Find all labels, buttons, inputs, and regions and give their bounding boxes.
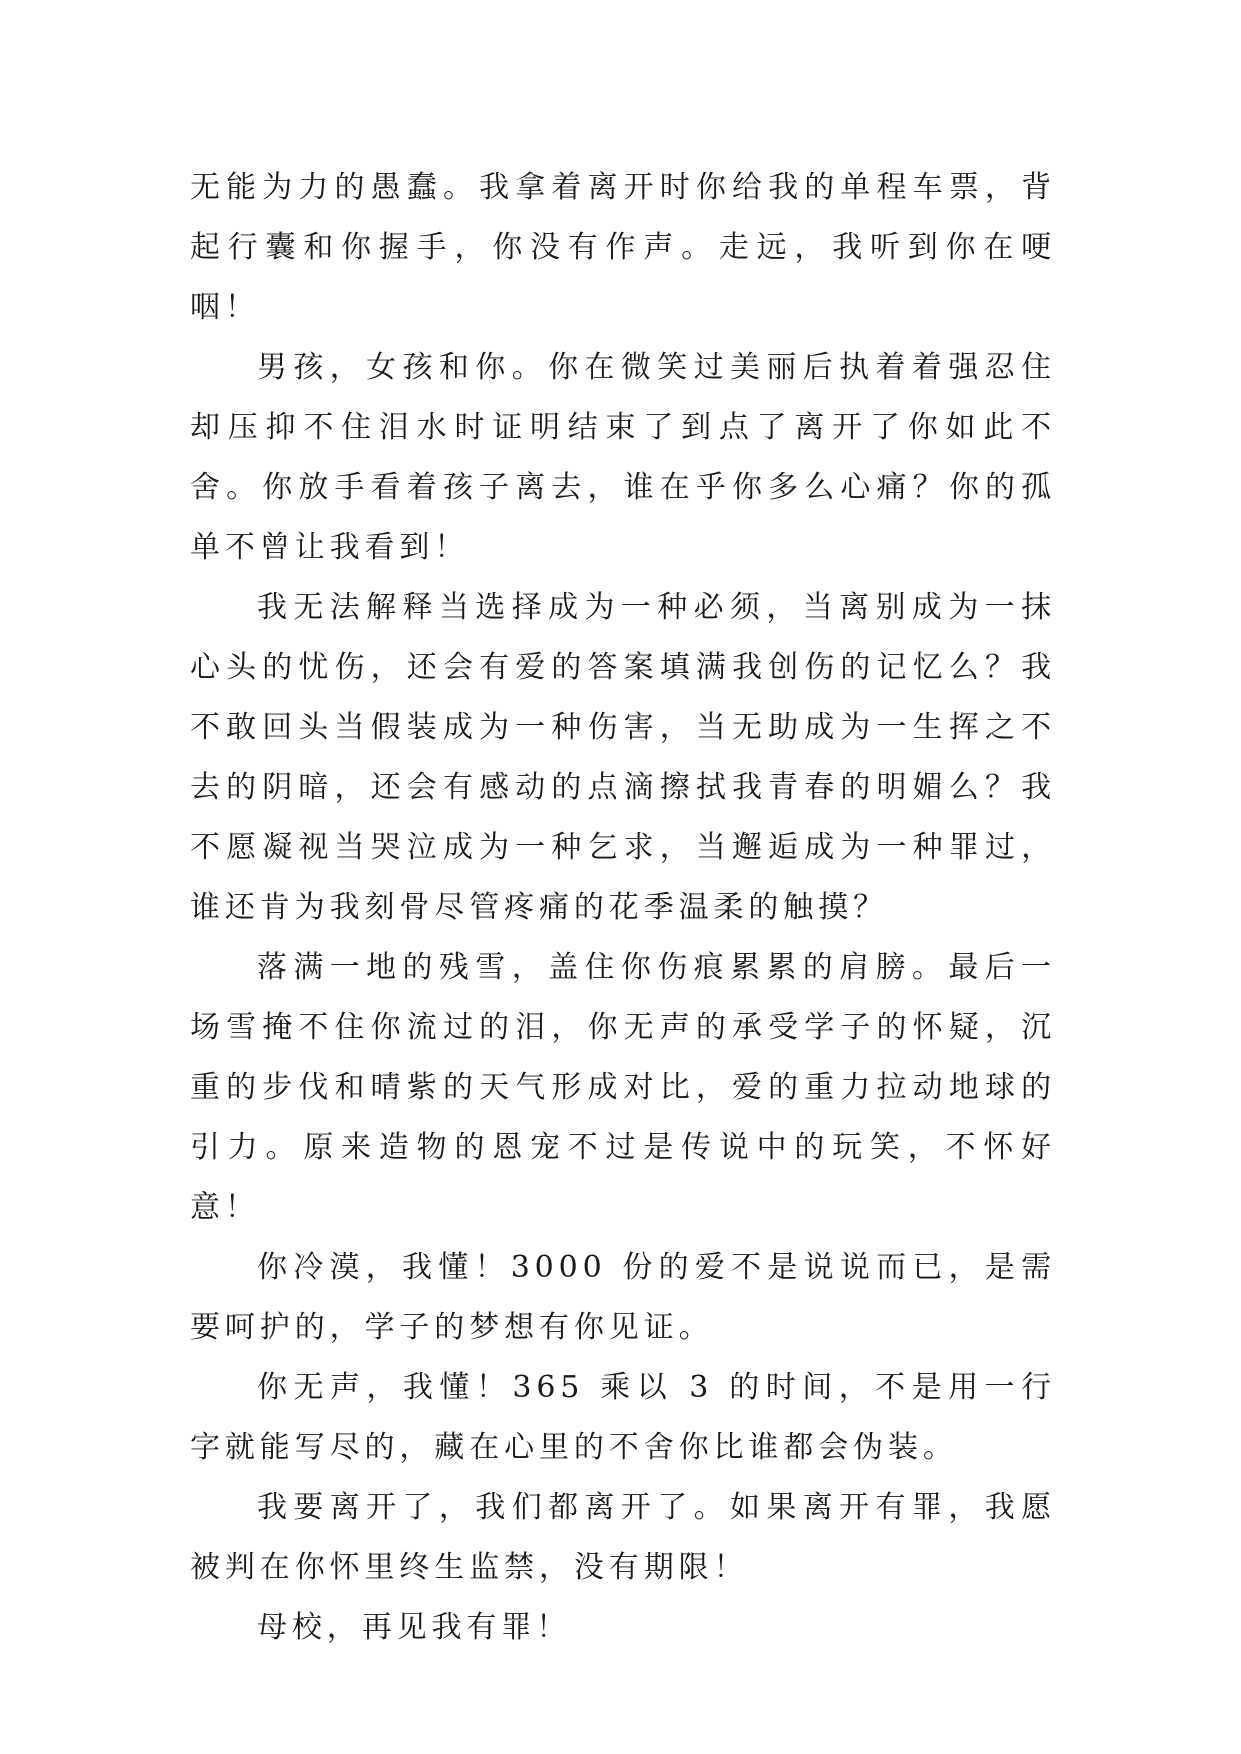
paragraph-5: 你冷漠，我懂！3000 份的爱不是说说而已，是需要呵护的，学子的梦想有你见证。: [190, 1250, 1056, 1345]
document-body: [190, 158, 1056, 1658]
paragraph-6: 你无声，我懂！365 乘以 3 的时间，不是用一行字就能写尽的，藏在心里的不舍你比谁都会伪装。: [190, 1370, 1056, 1465]
paragraph-7: 我要离开了，我们都离开了。如果离开有罪，我愿被判在你怀里终生监禁，没有期限！: [190, 1490, 1056, 1585]
paragraph-3: 我无法解释当选择成为一种必须，当离别成为一抹心头的忧伤，还会有爱的答案填满我创伤的记忆么？我不敢回头当假装成为一种伤害，当无助成为一生挥之不去的阴暗，还会有感动的点滴擦拭我青春的明媚么？我不愿凝视当哭泣成为一种乞求，当邂逅成为一种罪过，谁还肯为我刻骨尽管疼痛的花季温柔的触摸？: [190, 590, 1056, 925]
paragraph-4: 落满一地的残雪，盖住你伤痕累累的肩膀。最后一场雪掩不住你流过的泪，你无声的承受学子的怀疑，沉重的步伐和晴紫的天气形成对比，爱的重力拉动地球的引力。原来造物的恩宠不过是传说中的玩笑，不怀好意！: [190, 950, 1056, 1225]
paragraph-2: 男孩，女孩和你。你在微笑过美丽后执着着强忍住却压抑不住泪水时证明结束了到点了离开了你如此不舍。你放手看着孩子离去，谁在乎你多么心痛？你的孤单不曾让我看到！: [190, 350, 1056, 565]
paragraph-8: 母校，再见我有罪！: [257, 1610, 572, 1645]
paragraph-1: 无能为力的愚蠢。我拿着离开时你给我的单程车票，背起行囊和你握手，你没有作声。走远，我听到你在哽咽！: [190, 170, 1056, 325]
